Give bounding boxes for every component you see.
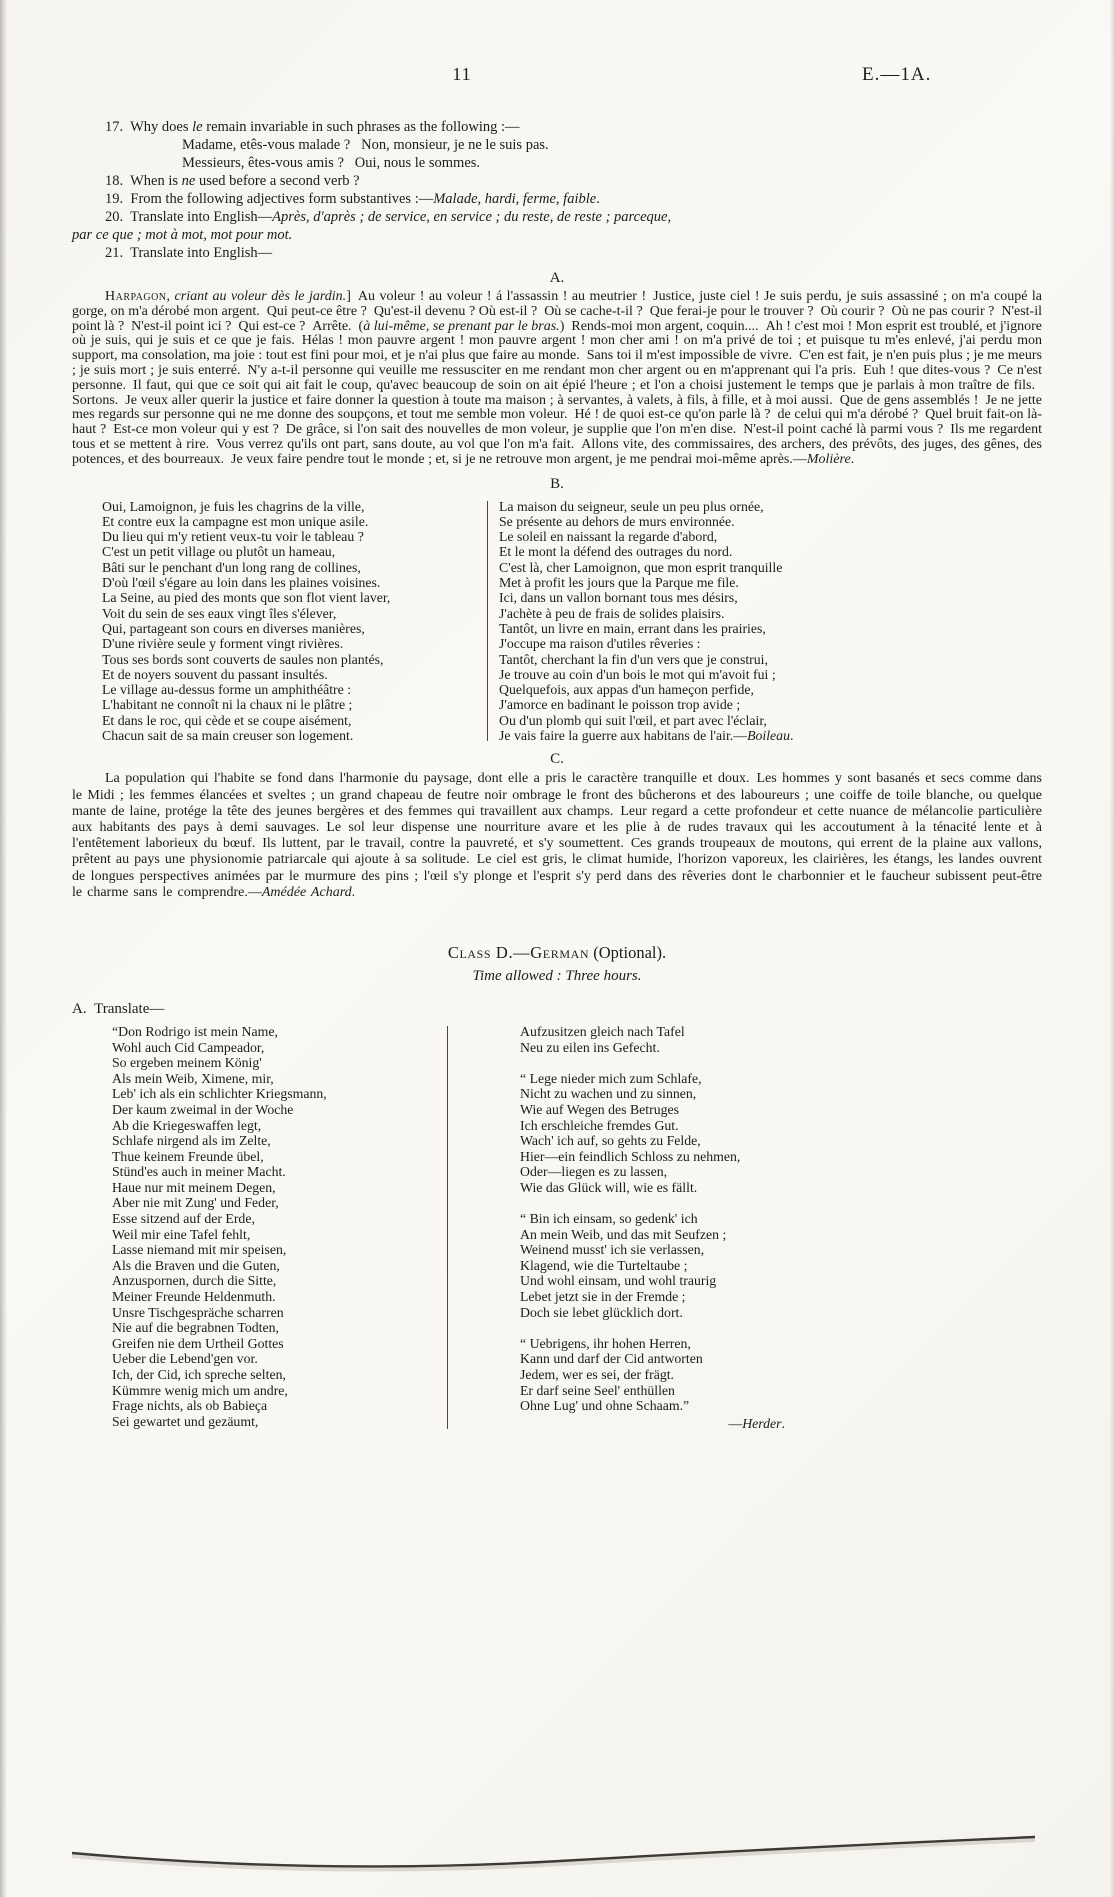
verse-line: Weil mir eine Tafel fehlt, (112, 1226, 251, 1242)
verse-line: “ Uebrigens, ihr hohen Herren, (520, 1335, 691, 1351)
verse-line: Klagend, wie die Turteltaube ; (520, 1257, 688, 1273)
verse-line: So ergeben meinem König' (112, 1055, 262, 1071)
section-a-heading: A. (549, 270, 565, 286)
time-allowed: Time allowed : Three hours. (472, 967, 642, 984)
section-c-heading: C. (550, 751, 564, 768)
question-line: Madame, etês-vous malade ? Non, monsieur, je ne le suis pas. (182, 137, 549, 153)
german-verse (112, 1024, 1042, 1431)
verse-line: Oui, Lamoignon, je fuis les chagrins de la ville, (102, 498, 365, 514)
verse-line: J'occupe ma raison d'utiles rêveries : (499, 636, 701, 652)
question-line: 18. When is ne used before a second verb ? (105, 173, 360, 189)
verse-line: Lebet jetzt sie in der Fremde ; (520, 1289, 686, 1305)
verse-line: “ Lege nieder mich zum Schlafe, (520, 1070, 702, 1086)
verse-line: Frage nichts, als ob Babieça (112, 1398, 268, 1414)
verse-column-right (488, 499, 1042, 744)
page-number: 11 (452, 64, 472, 84)
verse-line: Et contre eux la campagne est mon unique asile. (102, 513, 369, 529)
verse-line: L'habitant ne connoît ni la chaux ni le plâtre ; (102, 697, 353, 713)
verse-line: D'une rivière seule y forment vingt rivières. (102, 636, 344, 652)
verse-line (520, 1320, 785, 1336)
verse-line: Wohl auch Cid Campeador, (112, 1039, 265, 1055)
verse-line: Neu zu eilen ins Gefecht. (520, 1039, 660, 1055)
section-a-passage: Harpagon, criant au voleur dès le jardin.] Au voleur ! au voleur ! á l'assassin ! au meutrier ! Justice, juste ciel ! Je suis perdu, je suis assassiné ; on m'a coupé la gorge, on m'a dérobé mon argent. Qui peut-ce être ? Qu'est-il devenu ? Où est-il ? Où se cache-t-il ? Que ferai-je pour le trouver ? Où courir ? Où ne pas courir ? N'est-il point là ? N'est-il point ici ? Qui est-ce ? Arrête. (à lui-même, se prenant par le bras.) Rends-moi mon argent, coquin.... Ah ! c'est moi ! Mon esprit est troublé, et j'ignore où je suis, qui je suis et ce que je fais. Hélas ! mon pauvre argent ! mon pauvre argent ! mon cher ami ! on m'a privé de toi ; et puisque tu m'es enlevé, j'ai perdu mon support, ma consolation, ma joie : tout est fini pour moi, et je n'ai plus que faire au monde. Sans toi il m'est impossible de vivre. C'en est fait, je n'en puis plus ; je me meurs ; je suis mort ; je suis enterré. N'y a-t-il personne qui veuille me ressusciter en me rendant mon cher argent ou en m'apprenant qui l'a pris. Euh ! que dites-vous ? Ce n'est personne. Il faut, qui que ce soit qui ait fait le coup, qu'avec beaucoup de soin on ait épié l'heure ; et l'on a choisi justement le temps que je parlais à mon traître de fils. Sortons. Je veux aller querir la justice et faire donner la question à toute ma maison ; à servantes, à valets, à fils, à fille, et à moi aussi. Que de gens assemblés ! Je ne jette mes regards sur personne qui ne me donne des soupçons, et tout me semble mon voleur. Hé ! de quoi est-ce qu'on parle là ? de celui qui m'a dérobé ? Quel bruit fait-on là-haut ? Est-ce mon voleur qui y est ? De grâce, si l'on sait des nouvelles de mon voleur, je supplie que l'on m'en dise. N'est-il point caché là parmi vous ? Ils me regardent tous et se mettent à rire. Vous verrez qu'ils ont part, sans doute, au vol que l'on m'a fait. Allons vite, des commissaires, des archers, des prévôts, des juges, des gênes, des potences, et des bourreaux. Je veux faire pendre tout le monde ; et, si je ne retrouve mon argent, je me pendrai moi-même après.—Molière. (72, 289, 1043, 467)
verse-line: Aufzusitzen gleich nach Tafel (520, 1023, 685, 1039)
question-line: 20. Translate into English—Après, d'après ; de service, en service ; du reste, de reste ; parceque, (105, 209, 672, 225)
herder-attribution: —Herder. (728, 1415, 785, 1431)
verse-line: Wie das Glück will, wie es fällt. (520, 1179, 698, 1195)
verse-line: Chacun sait de sa main creuser son logement. (102, 728, 354, 744)
verse-line: Weinend musst' ich sie verlassen, (520, 1242, 705, 1258)
verse-line: Meiner Freunde Heldenmuth. (112, 1289, 276, 1305)
page-header (72, 64, 1042, 90)
scan-left-edge (0, 0, 7, 1897)
question-line: Messieurs, êtes-vous amis ? Oui, nous le sommes. (182, 155, 481, 171)
verse-line: Voit du sein de ses eaux vingt îles s'élever, (102, 605, 337, 621)
german-column-right (448, 1024, 785, 1431)
section-c-passage: La population qui l'habite se fond dans l'harmonie du paysage, dont elle a pris le caractère tranquille et doux. Les hommes y sont basanés et secs comme dans le Midi ; les femmes élancées et sveltes ; un grand chapeau de feutre noir ombrage le front des bûcherons et des laboureurs ; une coiffe de toile blanche, ou quelque mante de laine, protége la tête des jeunes bergères et des femmes qui travaillent aux champs. Leur regard a cette profondeur et cette nuance de mélancolie particulière aux habitants des pays à demi sauvages. Le sol leur dispense une nourriture avare et les plie à de rudes travaux qui les accoutument à la ténacité lente et à l'entêtement laborieux du bœuf. Ils luttent, par le travail, contre la pauvreté, et s'y soumettent. Ces grands troupeaux de moutons, qui errent de la plaine aux vallons, prêtent au pays une physionomie patriarcale qui ajoute à sa solitude. Le ciel est gris, le climat humide, l'horizon vaporeux, les clairières, les étangs, les landes ouvrent de longues perspectives animées par le murmure des pins ; l'œil s'y plonge et l'esprit s'y perd dans des rêveries dont le charbonnier et le faucheur subissent peut-être le charme sans le comprendre.—Amédée Achard. (72, 771, 1042, 900)
verse-line: C'est là, cher Lamoignon, que mon esprit tranquille (499, 559, 783, 575)
verse-line: Als mein Weib, Ximene, mir, (112, 1070, 274, 1086)
verse-line: Nicht zu wachen und zu sinnen, (520, 1086, 697, 1102)
verse-line: “ Bin ich einsam, so gedenk' ich (520, 1211, 698, 1227)
verse-line: Greifen nie dem Urtheil Gottes (112, 1335, 284, 1351)
verse-line: Le soleil en naissant la regarde d'abord, (499, 529, 718, 545)
verse-line: Er darf seine Seel' enthüllen (520, 1382, 675, 1398)
verse-line: Leb' ich als ein schlichter Kriegsmann, (112, 1086, 327, 1102)
verse-line: Se présente au dehors de murs environnée. (499, 513, 735, 529)
verse-line: Schlafe nirgend als im Zelte, (112, 1133, 271, 1149)
verse-line: Ohne Lug' und ohne Schaam.” (520, 1398, 690, 1414)
scan-right-edge (1109, 0, 1114, 1897)
question-line: 17. Why does le remain invariable in such phrases as the following :— (105, 119, 520, 135)
question-list (72, 118, 1042, 262)
verse-line: Esse sitzend auf der Erde, (112, 1211, 255, 1227)
verse-line: La Seine, au pied des monts que son flot vient laver, (102, 590, 391, 606)
verse-line: Ab die Kriegeswaffen legt, (112, 1117, 262, 1133)
verse-line: D'où l'œil s'égare au loin dans les plaines voisines. (102, 575, 381, 591)
verse-line: Hier—ein feindlich Schloss zu nehmen, (520, 1148, 741, 1164)
paper-code: E.—1A. (862, 64, 932, 85)
class-d-heading: Class D.—German (Optional). (447, 942, 667, 962)
verse-line: An mein Weib, und das mit Seufzen ; (520, 1226, 727, 1242)
verse-line (520, 1195, 785, 1211)
verse-line: Tantôt, un livre en main, errant dans les prairies, (499, 620, 766, 636)
verse-line: C'est un petit village ou plutôt un hameau, (102, 544, 336, 560)
verse-line: Et dans le roc, qui cède et se coupe aisément, (102, 712, 352, 728)
question-line: par ce que ; mot à mot, mot pour mot. (72, 227, 293, 243)
verse-line: Thue keinem Freunde übel, (112, 1148, 264, 1164)
verse-line: Sei gewartet und gezäumt, (112, 1413, 259, 1429)
verse-line: Der kaum zweimal in der Woche (112, 1101, 294, 1117)
verse-line: La maison du seigneur, seule un peu plus ornée, (499, 498, 764, 514)
verse-line: Als die Braven und die Guten, (112, 1257, 280, 1273)
verse-line: Et le mont la défend des outrages du nord. (499, 544, 733, 560)
verse-line: Wie auf Wegen des Betruges (520, 1101, 679, 1117)
verse-line: Ici, dans un vallon bornant tous mes désirs, (499, 590, 738, 606)
verse-line: Ich, der Cid, ich spreche selten, (112, 1367, 286, 1382)
verse-line: Tantôt, cherchant la fin d'un vers que je construi, (499, 651, 768, 667)
scan-edge-artifact (0, 1815, 1114, 1885)
german-column-left (112, 1024, 447, 1431)
verse-line: Doch sie lebet glücklich dort. (520, 1304, 683, 1320)
verse-line: Unsre Tischgespräche scharren (112, 1304, 284, 1320)
verse-line: Je trouve au coin d'un bois le mot qui m'avoit fui ; (499, 666, 776, 682)
verse-line: J'achète à peu de frais de solides plaisirs. (499, 605, 725, 621)
verse-line: Und wohl einsam, und wohl traurig (520, 1273, 717, 1289)
verse-line: Du lieu qui m'y retient veux-tu voir le tableau ? (102, 529, 364, 545)
verse-line: Et de noyers souvent du passant insultés. (102, 666, 328, 682)
verse-line: Le village au-dessus forme un amphithéâtre : (102, 682, 352, 698)
verse-line: Ich erschleiche fremdes Gut. (520, 1117, 679, 1133)
german-stanzas (520, 1024, 785, 1414)
verse-line: Anzuspornen, durch die Sitte, (112, 1273, 277, 1289)
question-line: 21. Translate into English— (105, 245, 273, 261)
verse-line: J'amorce en badinant le poisson trop avide ; (499, 697, 741, 713)
section-b-heading: B. (550, 475, 564, 492)
verse-line: Je vais faire la guerre aux habitans de l'air.—Boileau. (499, 728, 794, 744)
verse-line: Oder—liegen es zu lassen, (520, 1164, 668, 1180)
verse-column-left (102, 499, 487, 744)
verse-line: Aber nie mit Zung' und Feder, (112, 1195, 279, 1211)
verse-line: Haue nur mit meinem Degen, (112, 1179, 276, 1195)
verse-line: Wach' ich auf, so gehts zu Felde, (520, 1133, 701, 1149)
verse-line: Quelquefois, aux appas d'un hameçon perfide, (499, 682, 754, 698)
verse-line: Bâti sur le penchant d'un long rang de collines, (102, 559, 361, 575)
verse-line: “Don Rodrigo ist mein Name, (112, 1023, 278, 1039)
verse-line: Jedem, wer es sei, der frägt. (520, 1367, 675, 1382)
verse-line (520, 1055, 785, 1071)
verse-line: Kümmre wenig mich um andre, (112, 1382, 288, 1398)
verse-line: Ueber die Lebend'gen vor. (112, 1351, 258, 1367)
section-b-verse (102, 499, 1042, 744)
translate-instruction: A. Translate— (72, 1000, 165, 1017)
verse-line: Qui, partageant son cours en diverses manières, (102, 620, 365, 636)
verse-line: Nie auf die begrabnen Todten, (112, 1320, 279, 1336)
verse-line: Kann und darf der Cid antworten (520, 1351, 703, 1367)
verse-line: Tous ses bords sont couverts de saules non plantés, (102, 651, 384, 667)
verse-line: Ou d'un plomb qui suit l'œil, et part avec l'éclair, (499, 712, 767, 728)
verse-line: Met à profit les jours que la Parque me file. (499, 575, 739, 591)
verse-line: Lasse niemand mit mir speisen, (112, 1242, 287, 1258)
question-line: 19. From the following adjectives form substantives :—Malade, hardi, ferme, faible. (105, 191, 600, 207)
verse-line: Stünd'es auch in meiner Macht. (112, 1164, 286, 1180)
